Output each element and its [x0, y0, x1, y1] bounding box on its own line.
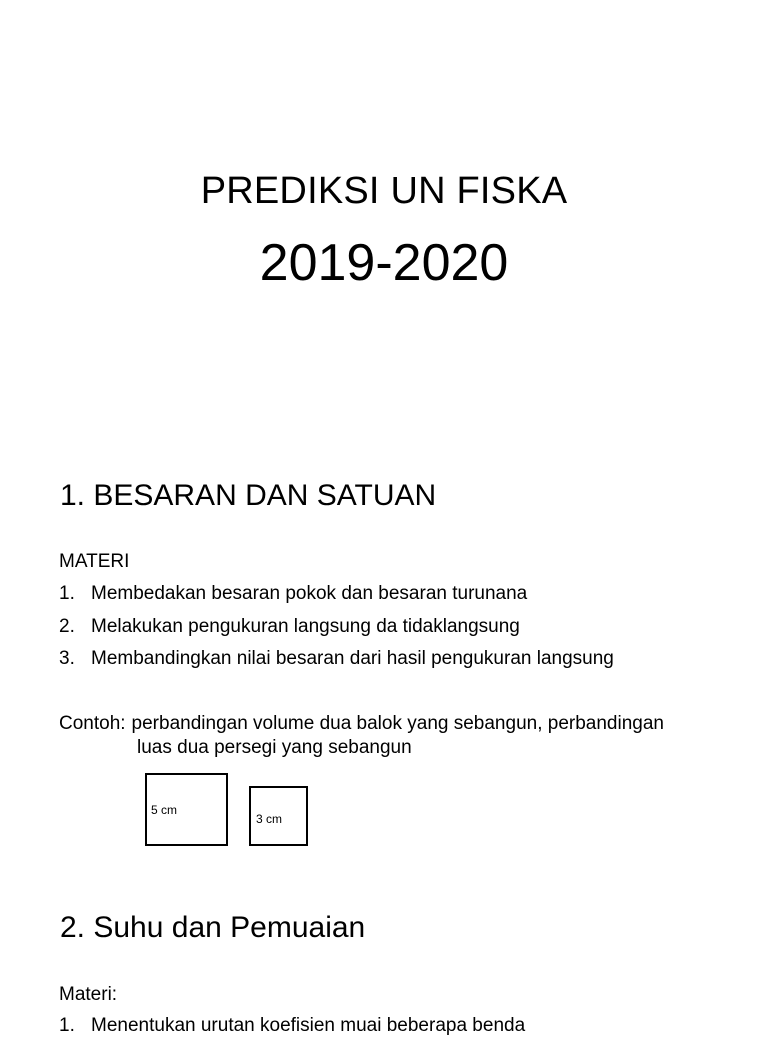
example-text-line-1: perbandingan volume dua balok yang sebangun, perbandingan: [131, 713, 664, 734]
list-item-text: Menentukan urutan koefisien muai beberapa benda: [91, 1015, 526, 1036]
list-item: [59, 1014, 525, 1047]
square-3cm-label: 3 cm: [256, 812, 283, 826]
list-item-number: 2.: [59, 615, 75, 637]
list-item: [59, 647, 614, 680]
list-item-text: Melakukan pengukuran langsung da tidaklangsung: [91, 615, 520, 637]
materi-list: [59, 582, 614, 680]
square-5cm-label: 5 cm: [151, 803, 178, 817]
example-text-line-2: luas dua persegi yang sebangun: [137, 737, 412, 758]
example-label: Contoh:: [59, 713, 126, 734]
materi-list: [59, 1014, 525, 1047]
square-3cm-figure: [249, 786, 308, 846]
materi-label: Materi:: [59, 984, 118, 1005]
document-title: PREDIKSI UN FISKA: [200, 170, 568, 212]
list-item: [59, 582, 614, 615]
list-item-number: 1.: [59, 1015, 75, 1036]
square-5cm-figure: [145, 773, 228, 846]
list-item: [59, 615, 614, 648]
list-item-number: 3.: [59, 648, 75, 669]
example-paragraph: [59, 712, 739, 760]
section-heading-besaran-dan-satuan: 1. BESARAN DAN SATUAN: [60, 479, 437, 512]
list-item-text: Membedakan besaran pokok dan besaran turunana: [91, 583, 528, 604]
document-year: 2019-2020: [259, 234, 509, 292]
list-item-text: Membandingkan nilai besaran dari hasil pengukuran langsung: [91, 648, 614, 669]
materi-label: MATERI: [59, 551, 130, 572]
section-heading-suhu-dan-pemuaian: 2. Suhu dan Pemuaian: [60, 911, 366, 944]
list-item-number: 1.: [59, 583, 75, 604]
